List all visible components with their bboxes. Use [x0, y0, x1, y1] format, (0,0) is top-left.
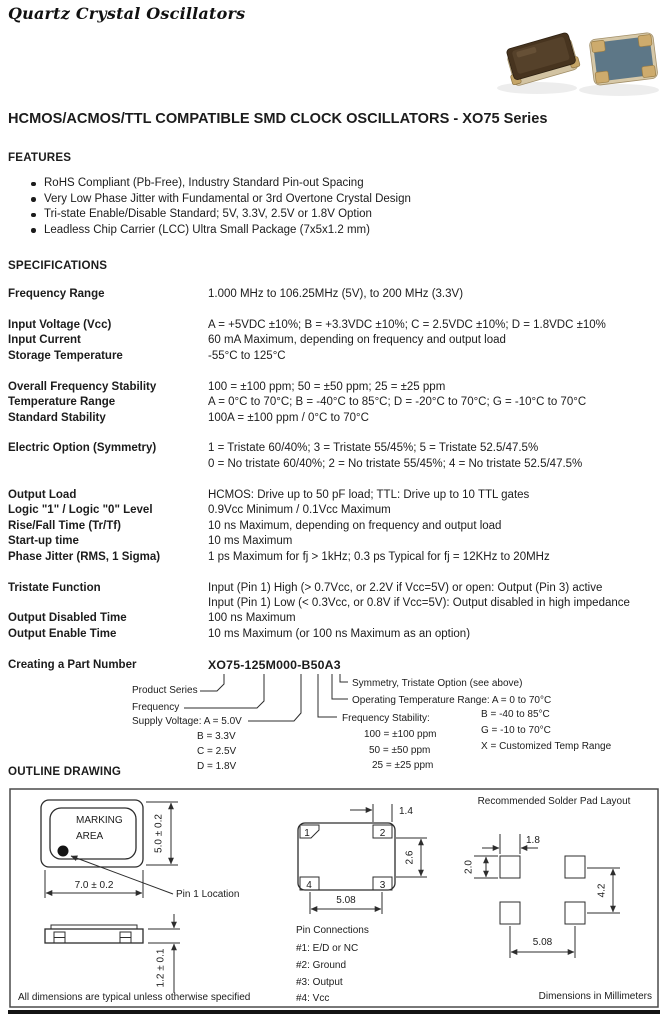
feature-item: Tri-state Enable/Disable Standard; 5V, 3.3V, 2.5V or 1.8V Option	[30, 207, 630, 223]
spec-value: 0.9Vcc Minimum / 0.1Vcc Maximum	[208, 504, 391, 517]
pn-supply-voltage-c: C = 2.5V	[197, 746, 237, 757]
spec-value: 1.000 MHz to 106.25MHz (5V), to 200 MHz (3.3V)	[208, 288, 464, 300]
spec-row	[8, 349, 668, 364]
spec-label: Phase Jitter (RMS, 1 Sigma)	[8, 550, 161, 563]
spec-row	[8, 627, 668, 642]
spec-group	[8, 441, 668, 472]
spec-row	[8, 488, 668, 503]
spec-value: -55°C to 125°C	[208, 349, 286, 362]
spec-label: Output Load	[8, 488, 77, 501]
specifications-heading: SPECIFICATIONS	[8, 259, 108, 272]
bottom-rule	[8, 1010, 660, 1014]
part-number-leader-lines	[184, 674, 348, 721]
spec-value: 60 mA Maximum, depending on frequency and output load	[208, 334, 506, 347]
pin1-location-label: Pin 1 Location	[176, 889, 240, 900]
feature-item: Leadless Chip Carrier (LCC) Ultra Small Package (7x5x1.2 mm)	[30, 223, 630, 239]
spec-row	[8, 457, 668, 472]
spec-value: Input (Pin 1) High (> 0.7Vcc, or 2.2V if Vcc=5V) or open: Output (Pin 3) active	[208, 581, 603, 594]
marking-area-line1: MARKING	[76, 815, 123, 826]
spec-row	[8, 534, 668, 549]
brand-title: Quartz Crystal Oscillators	[8, 4, 246, 23]
feature-item: RoHS Compliant (Pb-Free), Industry Standard Pin-out Spacing	[30, 176, 630, 192]
chip-top-view	[589, 32, 658, 85]
units-note: Dimensions in Millimeters	[538, 991, 652, 1002]
spec-value: A = +5VDC ±10%; B = +3.3VDC ±10%; C = 2.5VDC ±10%; D = 1.8VDC ±10%	[208, 318, 606, 331]
dim-pad-width-top-lines	[350, 804, 392, 822]
dim-pad-w-label: 1.8	[526, 835, 540, 846]
spec-row	[8, 596, 668, 611]
pn-fs-100: 100 = ±100 ppm	[364, 729, 437, 740]
spec-value: 10 ms Maximum (or 100 ns Maximum as an option)	[208, 627, 471, 640]
outline-drawing	[8, 786, 660, 1017]
spec-group	[8, 488, 668, 565]
pn-fs-50: 50 = ±50 ppm	[369, 745, 431, 756]
spec-label: Overall Frequency Stability	[8, 380, 157, 393]
outline-drawing-heading: OUTLINE DRAWING	[8, 765, 122, 778]
pin-number-1: 1	[304, 828, 310, 839]
spec-group	[8, 380, 668, 426]
pn-supply-voltage-a: Supply Voltage: A = 5.0V	[132, 716, 242, 727]
pin1-dot	[58, 846, 69, 857]
pn-frequency-label: Frequency	[132, 702, 180, 713]
spec-label: Standard Stability	[8, 411, 106, 424]
dimensions-note: All dimensions are typical unless otherwise specified	[18, 992, 251, 1003]
pin-connection-item: #4: Vcc	[296, 993, 330, 1004]
spec-group	[8, 318, 668, 364]
spec-row	[8, 411, 668, 426]
dim-height-label: 5.0 ± 0.2	[153, 814, 165, 853]
dim-width-label: 7.0 ± 0.2	[74, 880, 114, 891]
dim-thickness-label: 1.2 ± 0.1	[155, 948, 167, 988]
spec-label: Storage Temperature	[8, 349, 123, 362]
pn-op-temp-g: G = -10 to 70°C	[481, 725, 551, 736]
pn-freq-stability-label: Frequency Stability:	[342, 713, 430, 724]
spec-label: Start-up time	[8, 535, 79, 548]
spec-value: 100 = ±100 ppm; 50 = ±50 ppm; 25 = ±25 ppm	[208, 380, 446, 393]
dim-pitch-label: 5.08	[336, 895, 356, 906]
spec-label: Tristate Function	[8, 581, 101, 594]
pn-supply-voltage-d: D = 1.8V	[197, 761, 237, 772]
spec-group	[8, 287, 668, 302]
chip-perspective-view	[503, 31, 581, 87]
spec-value: 1 = Tristate 60/40%; 3 = Tristate 55/45%; 5 = Tristate 52.5/47.5%	[208, 442, 539, 455]
part-number-value: XO75-125M000-B50A3	[208, 657, 341, 672]
package-side-view	[45, 925, 143, 943]
pin-connection-item: #3: Output	[296, 977, 343, 988]
spec-value: 1 ps Maximum for fj > 1kHz; 0.3 ps Typical for fj = 12KHz to 20MHz	[208, 550, 550, 563]
dim-pad-width-top-label: 1.4	[399, 806, 413, 817]
spec-row	[8, 395, 668, 410]
spec-row	[8, 503, 668, 518]
spec-row	[8, 380, 668, 395]
features-list	[30, 176, 630, 238]
spec-label: Output Disabled Time	[8, 612, 127, 625]
marking-area-line2: AREA	[76, 831, 104, 842]
spec-value: 10 ms Maximum	[208, 535, 293, 548]
spec-row	[8, 333, 668, 348]
spec-value: A = 0°C to 70°C; B = -40°C to 85°C; D = -20°C to 70°C; G = -10°C to 70°C	[208, 396, 587, 409]
solder-pads	[500, 856, 585, 924]
pn-op-temp-a: Operating Temperature Range: A = 0 to 70°C	[352, 695, 552, 706]
spec-row	[8, 581, 668, 596]
spec-row	[8, 611, 668, 626]
spec-label: Output Enable Time	[8, 627, 117, 640]
feature-item: Very Low Phase Jitter with Fundamental or 3rd Overtone Crystal Design	[30, 192, 630, 208]
package-top-view	[41, 800, 143, 867]
spec-label	[8, 596, 208, 611]
dim-pad-h-label: 2.0	[463, 860, 475, 874]
pn-supply-voltage-b: B = 3.3V	[197, 731, 236, 742]
dim-pad-gap-label: 2.6	[404, 850, 416, 865]
dim-v-pitch-label: 4.2	[596, 883, 608, 898]
pn-product-series-label: Product Series	[132, 685, 198, 696]
package-bottom-view	[298, 823, 395, 891]
spec-value: 100 ns Maximum	[208, 612, 296, 625]
pin-number-4: 4	[306, 880, 312, 891]
product-photo	[493, 24, 665, 100]
spec-value: Input (Pin 1) Low (< 0.3Vcc, or 0.8V if Vcc=5V): Output disabled in high impedance	[208, 596, 630, 609]
pin-connections-title: Pin Connections	[296, 925, 369, 936]
pin-connection-item: #2: Ground	[296, 960, 347, 971]
pin-number-3: 3	[379, 880, 386, 891]
dim-h-pitch-label: 5.08	[532, 937, 553, 948]
spec-label: Temperature Range	[8, 396, 116, 409]
spec-group	[8, 581, 668, 643]
spec-label	[8, 457, 208, 472]
features-heading: FEATURES	[8, 151, 72, 164]
spec-label: Input Voltage (Vcc)	[8, 318, 112, 331]
pin-connection-item: #1: E/D or NC	[296, 943, 359, 954]
spec-row	[8, 519, 668, 534]
part-number-label: Creating a Part Number	[8, 658, 137, 671]
dim-pad-h-lines	[474, 856, 498, 878]
specifications-table	[8, 287, 668, 689]
pn-symmetry-label: Symmetry, Tristate Option (see above)	[352, 678, 523, 689]
spec-label: Rise/Fall Time (Tr/Tf)	[8, 519, 121, 532]
spec-row	[8, 287, 668, 302]
spec-value: HCMOS: Drive up to 50 pF load; TTL: Drive up to 10 TTL gates	[208, 488, 530, 501]
pin-number-2: 2	[379, 828, 386, 839]
spec-label: Electric Option (Symmetry)	[8, 442, 157, 455]
spec-value: 100A = ±100 ppm / 0°C to 70°C	[208, 411, 369, 424]
spec-row	[8, 550, 668, 565]
spec-row	[8, 318, 668, 333]
pn-op-temp-b: B = -40 to 85°C	[481, 709, 550, 720]
pn-fs-25: 25 = ±25 ppm	[372, 760, 434, 771]
spec-value: 10 ns Maximum, depending on frequency and output load	[208, 519, 502, 532]
pn-op-temp-x: X = Customized Temp Range	[481, 741, 612, 752]
page-title: HCMOS/ACMOS/TTL COMPATIBLE SMD CLOCK OSCILLATORS - XO75 Series	[8, 111, 548, 127]
spec-label: Frequency Range	[8, 288, 105, 300]
spec-label: Logic "1" / Logic "0" Level	[8, 504, 153, 517]
spec-value: 0 = No tristate 60/40%; 2 = No tristate 55/45%; 4 = No tristate 52.5/47.5%	[208, 457, 583, 470]
spec-label: Input Current	[8, 334, 81, 347]
solder-pad-layout-title: Recommended Solder Pad Layout	[477, 796, 631, 807]
spec-row	[8, 441, 668, 456]
